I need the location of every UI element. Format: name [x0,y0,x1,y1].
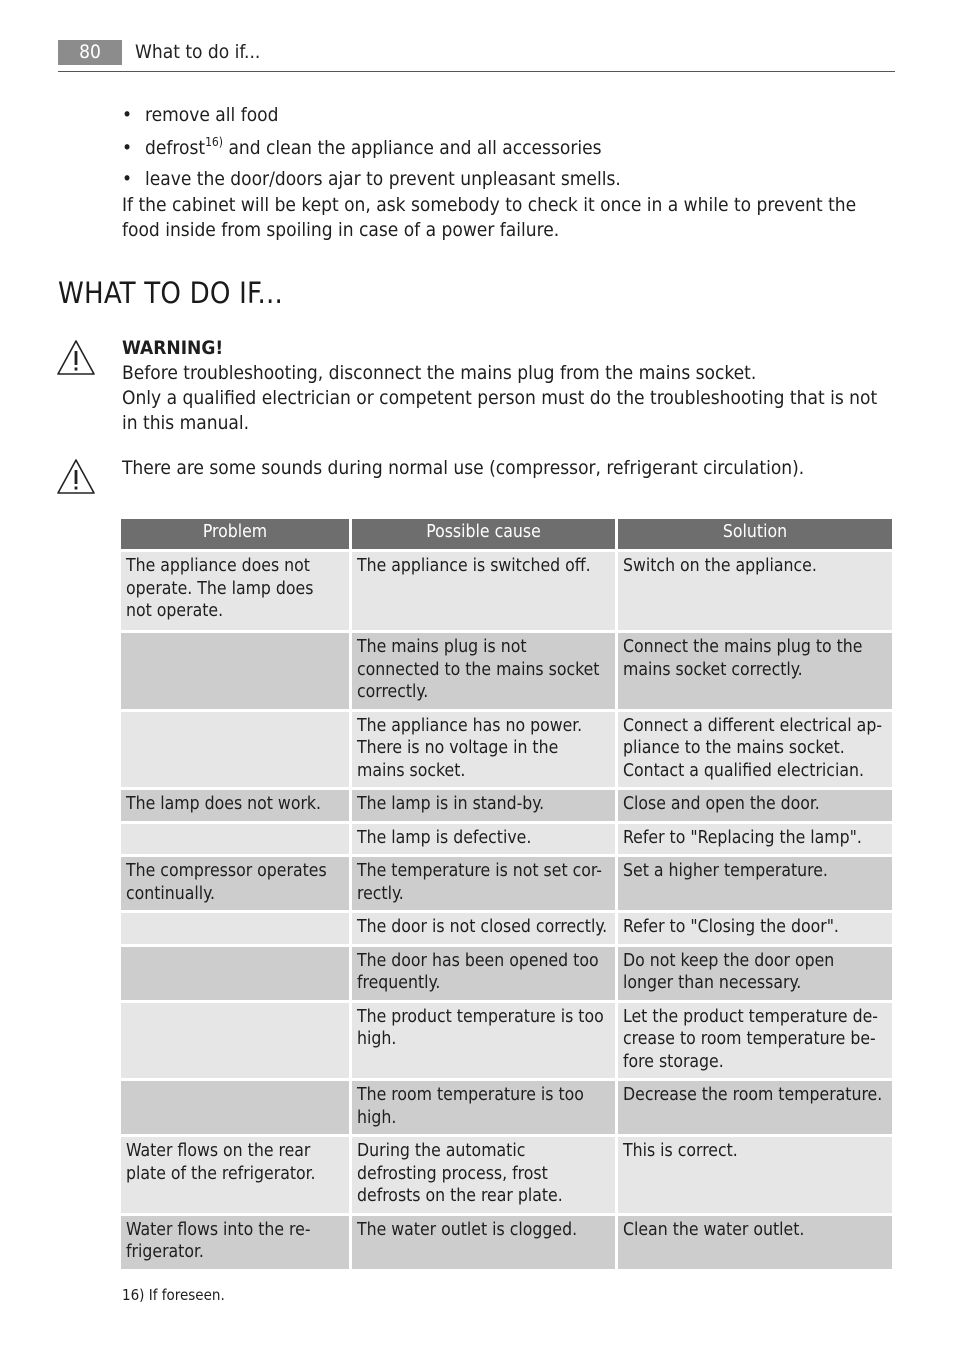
solution-cell: Connect a different electrical ap-pliance to the mains socket. Contact a qualified electrician. [618,712,892,788]
cause-cell: The water outlet is clogged. [352,1216,615,1269]
solution-cell: Connect the mains plug to the mains socket correctly. [618,633,892,709]
table-header-row [121,519,892,549]
solution-cell: Decrease the room temperature. [618,1081,892,1134]
solution-cell: Close and open the door. [618,790,892,821]
problem-cell [121,633,349,709]
cause-cell: The appliance has no power. There is no voltage in the mains socket. [352,712,615,788]
cause-cell: The door has been opened too frequently. [352,947,615,1000]
problem-cell [121,1003,349,1079]
table-row [121,1137,892,1213]
bullet-item [122,103,892,128]
solution-cell: Set a higher temperature. [618,857,892,910]
bullet-text: remove all food [145,104,279,126]
problem-cell: The appliance does not operate. The lamp does not operate. [121,552,349,630]
bullet-text: defrost [145,137,206,159]
bullet-text: leave the door/doors ajar to prevent unpleasant smells. [145,168,621,190]
bullet-item [122,136,892,161]
problem-cell: Water flows on the rear plate of the refrigerator. [121,1137,349,1213]
warning-icon [56,458,96,496]
warning-line: Before troubleshooting, disconnect the mains plug from the mains socket. [122,362,757,384]
header-title: What to do if... [135,41,261,63]
solution-cell: Refer to "Closing the door". [618,913,892,944]
section-title: WHAT TO DO IF... [58,276,283,310]
page-header [58,40,895,72]
cause-cell: The lamp is defective. [352,824,615,855]
table-row [121,1003,892,1079]
cause-cell: The lamp is in stand-by. [352,790,615,821]
table-row [121,947,892,1000]
warning-block [122,336,892,436]
solution-cell: Switch on the appliance. [618,552,892,630]
warning-line: Only a qualified electrician or competent person must do the troubleshooting that is not in this manual. [122,387,878,434]
page-number: 80 [58,40,122,65]
problem-cell [121,913,349,944]
cause-cell: The appliance is switched off. [352,552,615,630]
table-row [121,1216,892,1269]
footnote: 16) If foreseen. [122,1286,225,1304]
problem-cell [121,712,349,788]
problem-cell [121,947,349,1000]
cause-cell: The temperature is not set cor-rectly. [352,857,615,910]
warning-title: WARNING! [122,337,224,359]
storage-paragraph: If the cabinet will be kept on, ask somebody to check it once in a while to prevent the food inside from spoiling in case of a power failure. [122,194,857,241]
bullet-list [122,103,892,198]
table-row [121,1081,892,1134]
warning-icon [56,339,96,377]
table-row [121,857,892,910]
problem-cell: The lamp does not work. [121,790,349,821]
column-header-solution: Solution [618,519,892,549]
column-header-problem: Problem [121,519,349,549]
table-row [121,633,892,709]
problem-cell [121,1081,349,1134]
solution-cell: Clean the water outlet. [618,1216,892,1269]
cause-cell: During the automatic defrosting process, frost defrosts on the rear plate. [352,1137,615,1213]
solution-cell: Do not keep the door open longer than necessary. [618,947,892,1000]
footnote-ref: 16) [205,135,224,149]
troubleshooting-table [118,516,895,1272]
table-row [121,913,892,944]
solution-cell: Refer to "Replacing the lamp". [618,824,892,855]
bullet-item [122,167,892,192]
cause-cell: The door is not closed correctly. [352,913,615,944]
cause-cell: The mains plug is not connected to the mains socket correctly. [352,633,615,709]
problem-cell [121,824,349,855]
table-row [121,712,892,788]
cause-cell: The product temperature is too high. [352,1003,615,1079]
solution-cell: This is correct. [618,1137,892,1213]
table-row [121,552,892,630]
column-header-cause: Possible cause [352,519,615,549]
note-text: There are some sounds during normal use (compressor, refrigerant circulation). [122,457,805,479]
problem-cell: Water flows into the re-frigerator. [121,1216,349,1269]
table-row [121,790,892,821]
cause-cell: The room temperature is too high. [352,1081,615,1134]
bullet-text: and clean the appliance and all accessories [223,137,602,159]
solution-cell: Let the product temperature de-crease to room temperature be-fore storage. [618,1003,892,1079]
table-row [121,824,892,855]
problem-cell: The compressor operates continually. [121,857,349,910]
